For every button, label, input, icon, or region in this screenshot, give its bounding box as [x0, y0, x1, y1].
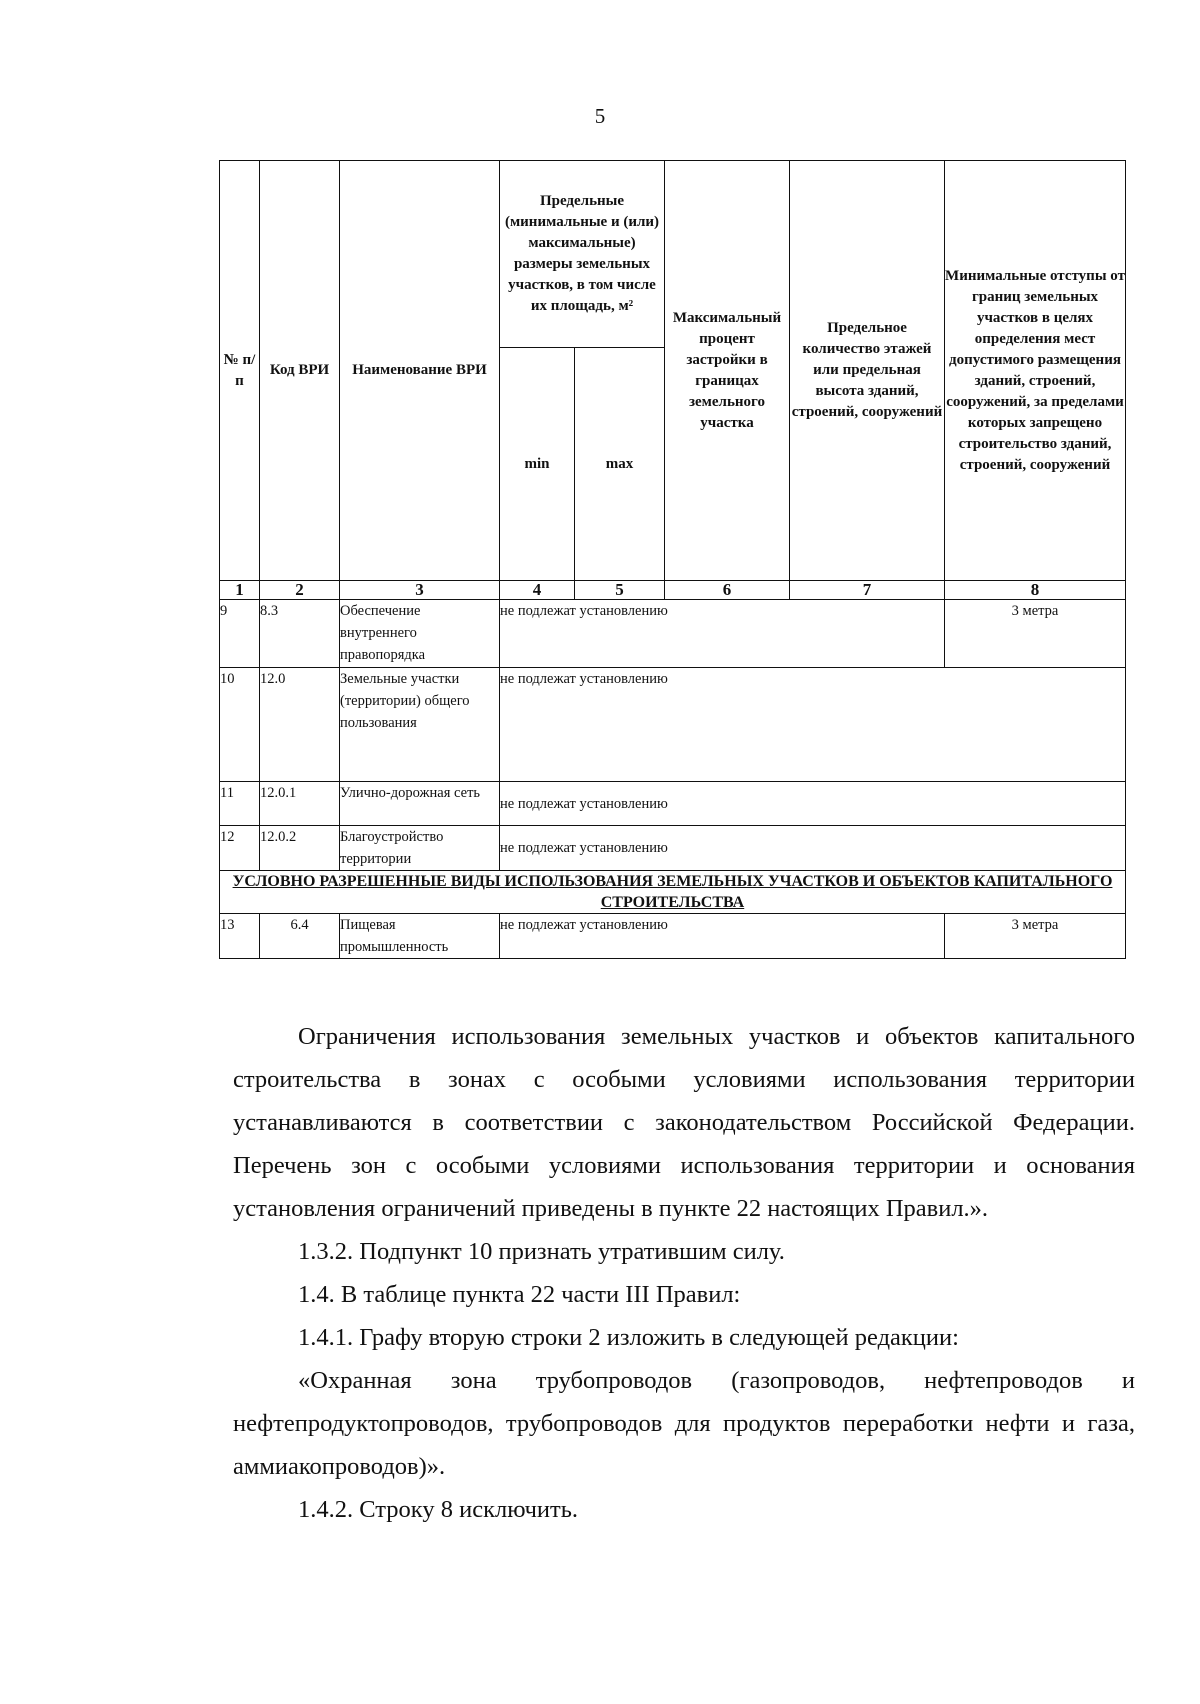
header-plot-sizes: Предельные (минимальные и (или) максимальные) размеры земельных участков, в том числе их площадь, м²	[500, 161, 665, 348]
column-number: 5	[575, 581, 665, 600]
row-name: Обеспечение внутреннего правопорядка	[340, 600, 500, 668]
table-row	[220, 600, 1126, 668]
body-text	[233, 1015, 1135, 1531]
row-num: 9	[220, 600, 260, 668]
row-setback: 3 метра	[945, 600, 1126, 668]
column-number: 7	[790, 581, 945, 600]
row-num: 12	[220, 826, 260, 871]
table-row	[220, 782, 1126, 826]
zoning-parameters-table	[219, 160, 1126, 959]
row-num: 10	[220, 668, 260, 782]
table-row	[220, 668, 1126, 782]
paragraph: 1.4. В таблице пункта 22 части III Правил:	[298, 1281, 741, 1308]
row-code: 6.4	[260, 914, 340, 959]
row-setback: 3 метра	[945, 914, 1126, 959]
row-name: Благоустройство территории	[340, 826, 500, 871]
header-max: max	[575, 348, 665, 581]
row-name: Улично-дорожная сеть	[340, 782, 500, 826]
table-row	[220, 826, 1126, 871]
header-num: № п/п	[220, 161, 260, 581]
header-build-percent: Максимальный процент застройки в границах земельного участка	[665, 161, 790, 581]
row-params: не подлежат установлению	[500, 914, 945, 959]
paragraph: 1.4.1. Графу вторую строки 2 изложить в следующей редакции:	[298, 1324, 959, 1351]
column-number: 2	[260, 581, 340, 600]
header-min: min	[500, 348, 575, 581]
row-code: 12.0.2	[260, 826, 340, 871]
row-params: не подлежат установлению	[500, 600, 945, 668]
row-params: не подлежат установлению	[500, 782, 1126, 826]
row-code: 12.0	[260, 668, 340, 782]
page-number: 5	[594, 104, 606, 128]
row-code: 12.0.1	[260, 782, 340, 826]
column-number: 1	[220, 581, 260, 600]
section-title: УСЛОВНО РАЗРЕШЕННЫЕ ВИДЫ ИСПОЛЬЗОВАНИЯ ЗЕМЕЛЬНЫХ УЧАСТКОВ И ОБЪЕКТОВ КАПИТАЛЬНОГО СТРОИТЕЛЬСТВА	[220, 871, 1126, 914]
column-number: 8	[945, 581, 1126, 600]
column-number: 3	[340, 581, 500, 600]
row-params: не подлежат установлению	[500, 668, 1126, 782]
row-code: 8.3	[260, 600, 340, 668]
paragraph: 1.4.2. Строку 8 исключить.	[298, 1496, 579, 1523]
row-num: 13	[220, 914, 260, 959]
row-num: 11	[220, 782, 260, 826]
paragraph: Ограничения использования земельных участков и объектов капитального строительства в зонах с особыми условиями использования территории устанавливаются в соответствии с законодательством Российской Федерации. Перечень зон с особыми условиями использования территории и основания установления ограничений приведены в пункте 22 настоящих Правил.».	[233, 1023, 1135, 1222]
column-number: 6	[665, 581, 790, 600]
header-name: Наименование ВРИ	[340, 161, 500, 581]
paragraph: 1.3.2. Подпункт 10 признать утратившим силу.	[298, 1238, 785, 1265]
header-floors: Предельное количество этажей или предельная высота зданий, строений, сооружений	[790, 161, 945, 581]
header-code: Код ВРИ	[260, 161, 340, 581]
header-setbacks: Минимальные отступы от границ земельных участков в целях определения мест допустимого размещения зданий, строений, сооружений, за пределами которых запрещено строительство зданий, строений, сооружений	[945, 161, 1126, 581]
column-number: 4	[500, 581, 575, 600]
row-params: не подлежат установлению	[500, 826, 1126, 871]
row-name: Земельные участки (территории) общего пользования	[340, 668, 500, 782]
row-name: Пищевая промышленность	[340, 914, 500, 959]
paragraph: «Охранная зона трубопроводов (газопроводов, нефтепроводов и нефтепродуктопроводов, трубопроводов для продуктов переработки нефти и газа, аммиакопроводов)».	[233, 1367, 1135, 1480]
table-row	[220, 914, 1126, 959]
